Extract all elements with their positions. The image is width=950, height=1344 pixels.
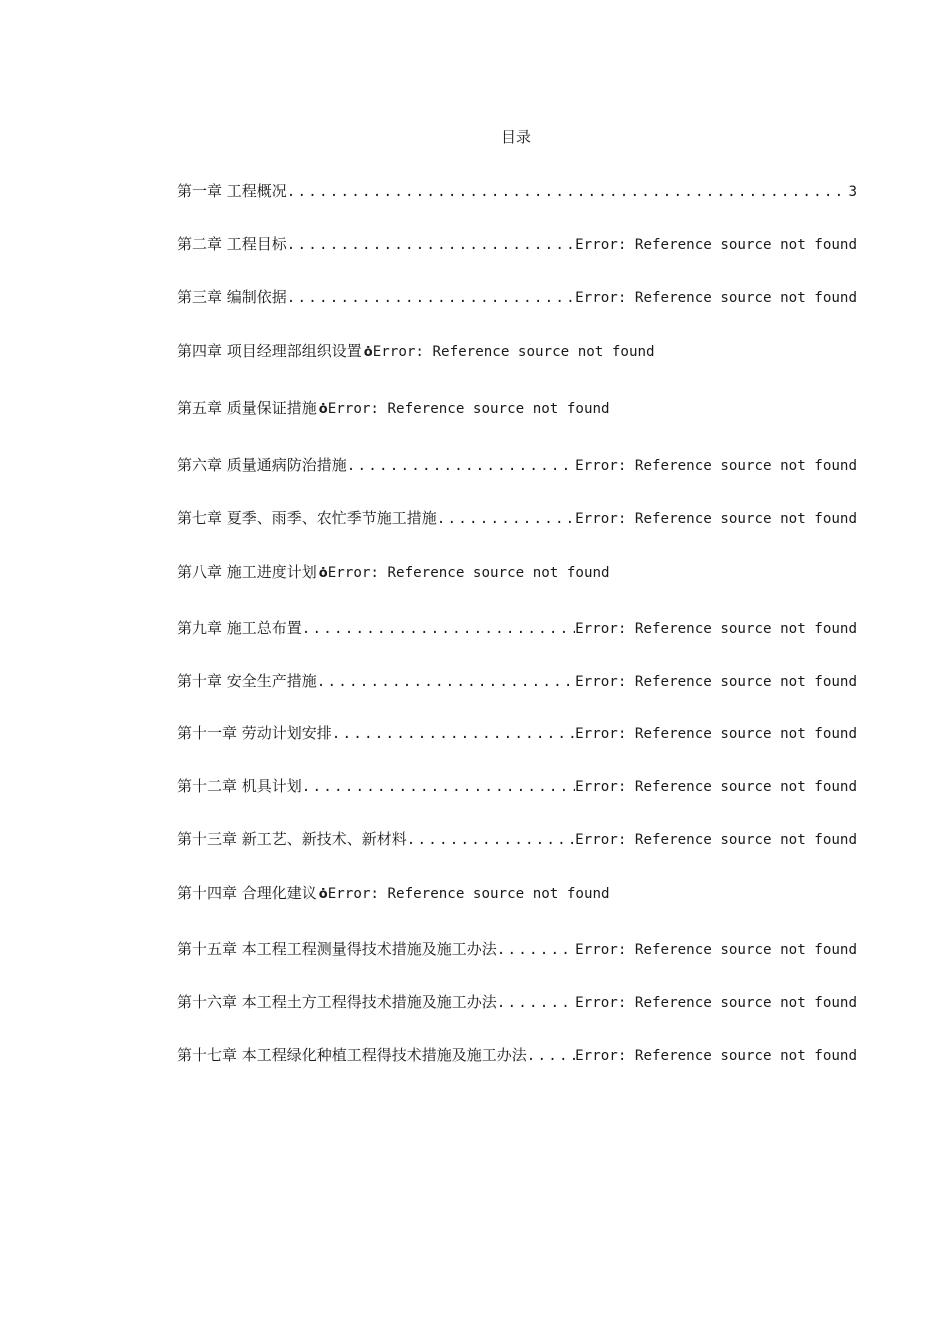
- toc-entry[interactable]: [177, 938, 857, 960]
- toc-entry-page-ref: Error: Reference source not found: [575, 1048, 857, 1064]
- toc-entry[interactable]: [177, 991, 857, 1013]
- toc-dot-leader: [497, 992, 575, 1014]
- toc-entry-page-ref: Error: Reference source not found: [575, 621, 857, 637]
- toc-entry-label: 第十七章 本工程绿化种植工程得技术措施及施工办法: [177, 1046, 527, 1064]
- toc-entry-label: 第三章 编制依据: [177, 288, 287, 306]
- toc-dot-leader: [347, 455, 575, 477]
- toc-dot-leader: [287, 287, 575, 309]
- toc-entry-label: 第七章 夏季、雨季、农忙季节施工措施: [177, 509, 437, 527]
- toc-entry-page-ref: Error: Reference source not found: [575, 995, 857, 1011]
- toc-entry-label: 第十一章 劳动计划安排: [177, 724, 332, 742]
- toc-entry-label: 第十三章 新工艺、新技术、新材料: [177, 830, 407, 848]
- toc-entry-page-ref: Error: Reference source not found: [575, 726, 857, 742]
- toc-entry-page-ref: Error: Reference source not found: [575, 832, 857, 848]
- toc-entry[interactable]: [177, 617, 857, 639]
- toc-entry-page-ref: Error: Reference source not found: [372, 344, 655, 360]
- toc-dot-leader: [302, 618, 575, 640]
- toc-entry-label: 第十二章 机具计划: [177, 777, 302, 795]
- toc-tab-glyph: ȯ: [318, 402, 328, 417]
- toc-entry[interactable]: [177, 882, 857, 904]
- toc-entry-page-ref: Error: Reference source not found: [575, 237, 857, 253]
- toc-entry[interactable]: [177, 397, 857, 419]
- toc-title: 目录: [500, 128, 531, 146]
- toc-entry[interactable]: [177, 454, 857, 476]
- toc-dot-leader: [497, 939, 575, 961]
- toc-entry-label: 第十四章 合理化建议: [177, 884, 317, 902]
- toc-entry[interactable]: [177, 507, 857, 529]
- toc-dot-leader: [437, 508, 575, 530]
- toc-entry[interactable]: [177, 775, 857, 797]
- toc-dot-leader: [287, 181, 849, 203]
- toc-entry[interactable]: [177, 340, 857, 362]
- toc-entry-page-ref: Error: Reference source not found: [575, 290, 857, 306]
- toc-tab-glyph: ȯ: [318, 887, 328, 902]
- toc-entry-page-ref: Error: Reference source not found: [575, 942, 857, 958]
- toc-entry[interactable]: [177, 233, 857, 255]
- toc-entry-label: 第六章 质量通病防治措施: [177, 456, 347, 474]
- toc-dot-leader: [302, 776, 575, 798]
- toc-entry[interactable]: [177, 670, 857, 692]
- toc-entry-page-ref: Error: Reference source not found: [575, 779, 857, 795]
- toc-entry-label: 第九章 施工总布置: [177, 619, 302, 637]
- toc-tab-glyph: ȯ: [318, 566, 328, 581]
- toc-entry-label: 第十章 安全生产措施: [177, 672, 317, 690]
- toc-entry-page-ref: Error: Reference source not found: [327, 565, 610, 581]
- toc-entry-label: 第五章 质量保证措施: [177, 399, 317, 417]
- toc-entry[interactable]: [177, 722, 857, 744]
- toc-entry[interactable]: [177, 561, 857, 583]
- toc-entry-page-ref: Error: Reference source not found: [575, 674, 857, 690]
- toc-entry-label: 第四章 项目经理部组织设置: [177, 342, 362, 360]
- toc-entry-label: 第十六章 本工程土方工程得技术措施及施工办法: [177, 993, 497, 1011]
- toc-dot-leader: [287, 234, 575, 256]
- toc-entry-page-ref: Error: Reference source not found: [327, 886, 610, 902]
- toc-entry-label: 第一章 工程概况: [177, 182, 287, 200]
- toc-entry-label: 第二章 工程目标: [177, 235, 287, 253]
- toc-dot-leader: [332, 723, 575, 745]
- toc-entry[interactable]: [177, 180, 857, 202]
- toc-dot-leader: [407, 829, 575, 851]
- toc-dot-leader: [527, 1045, 575, 1067]
- toc-entry[interactable]: [177, 286, 857, 308]
- toc-entry[interactable]: [177, 1044, 857, 1066]
- toc-tab-glyph: ȯ: [363, 345, 373, 360]
- toc-entry-page-ref: Error: Reference source not found: [575, 458, 857, 474]
- toc-entry-label: 第十五章 本工程工程测量得技术措施及施工办法: [177, 940, 497, 958]
- toc-dot-leader: [317, 671, 575, 693]
- toc-entry[interactable]: [177, 828, 857, 850]
- toc-entry-page-ref: 3: [848, 184, 857, 200]
- toc-entry-page-ref: Error: Reference source not found: [327, 401, 610, 417]
- toc-entry-page-ref: Error: Reference source not found: [575, 511, 857, 527]
- toc-entry-label: 第八章 施工进度计划: [177, 563, 317, 581]
